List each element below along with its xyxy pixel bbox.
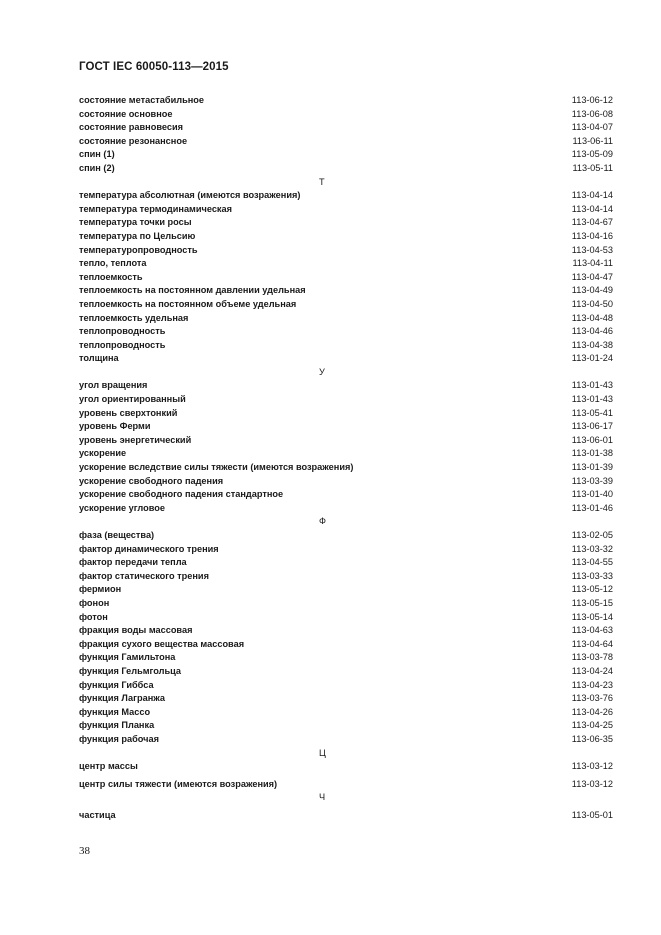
section-letter-row [79,791,613,805]
index-entry [79,461,613,475]
index-entry [79,475,613,489]
index-code: 113-04-25 [571,720,613,731]
index-code: 113-03-32 [571,543,613,554]
index-code: 113-01-46 [571,502,613,513]
index-entry [79,733,613,747]
index-term: теплоемкость на постоянном объеме удельная [79,298,297,309]
index-code: 113-06-01 [571,434,613,445]
index-entry [79,312,613,326]
index-code: 113-03-33 [571,570,613,581]
term-index [79,94,613,822]
index-code: 113-04-67 [571,217,613,228]
index-code: 113-05-14 [571,611,613,622]
index-code: 113-03-39 [571,475,613,486]
index-entry [79,257,613,271]
index-entry [79,529,613,543]
index-code: 113-04-14 [571,203,613,214]
section-letter: Ф [319,516,326,527]
index-code: 113-05-11 [572,162,613,173]
index-code: 113-04-11 [572,258,613,269]
index-entry [79,809,613,823]
index-code: 113-04-16 [571,230,613,241]
index-code: 113-06-11 [572,135,613,146]
index-code: 113-02-05 [571,530,613,540]
index-entry [79,543,613,557]
index-entry [79,189,613,203]
index-entry [79,624,613,638]
index-entry [79,665,613,679]
section-letter-row [79,747,613,761]
index-term: фракция воды массовая [79,625,193,636]
index-term: фермион [79,584,122,595]
index-term: фотон [79,611,108,622]
index-entry [79,393,613,407]
index-entry [79,298,613,312]
index-entry [79,611,613,625]
document-header: ГОСТ IEC 60050-113—2015 [79,61,229,73]
index-entry [79,679,613,693]
index-term: тепло, теплота [79,258,147,269]
index-code: 113-04-38 [571,339,613,350]
index-entry [79,162,613,176]
index-term: температура термодинамическая [79,203,233,214]
index-term: состояние метастабильное [79,95,204,105]
index-term: уровень сверхтонкий [79,407,178,418]
section-letter-row [79,366,613,380]
index-code: 113-01-43 [571,380,613,391]
index-entry [79,583,613,597]
index-term: функция Планка [79,720,155,731]
index-entry [79,570,613,584]
index-entry [79,379,613,393]
index-code: 113-03-12 [571,761,613,772]
index-term: температуропроводность [79,244,198,255]
index-entry [79,271,613,285]
section-letter: Ч [319,792,326,803]
index-entry [79,108,613,122]
index-entry [79,325,613,339]
index-entry [79,420,613,434]
index-term: состояние резонансное [79,135,188,146]
section-letter-row [79,515,613,529]
index-code: 113-04-64 [571,638,613,649]
index-code: 113-04-53 [571,244,613,255]
index-entry [79,352,613,366]
index-code: 113-05-01 [571,809,613,820]
index-term: ускорение свободного падения стандартное [79,489,284,500]
index-term: центр массы [79,761,138,772]
section-letter: Т [319,176,325,187]
index-term: теплоемкость удельная [79,312,189,323]
index-entry [79,638,613,652]
section-letter: Ц [319,747,326,758]
index-entry [79,760,613,774]
index-term: уровень энергетический [79,434,192,445]
index-entry [79,778,613,792]
index-code: 113-04-50 [571,298,613,309]
section-letter: У [319,366,325,377]
index-code: 113-04-46 [571,326,613,337]
index-term: спин (2) [79,162,115,173]
index-entry [79,556,613,570]
index-entry [79,284,613,298]
index-entry [79,135,613,149]
page-number: 38 [79,845,90,857]
section-letter-row [79,176,613,190]
index-entry [79,706,613,720]
index-code: 113-04-63 [571,625,613,636]
index-term: уровень Ферми [79,421,151,432]
index-code: 113-03-12 [571,778,613,789]
index-entry [79,692,613,706]
index-code: 113-05-15 [571,597,613,608]
index-code: 113-04-55 [571,557,613,568]
index-code: 113-03-76 [571,693,613,704]
index-term: центр силы тяжести (имеются возражения) [79,778,278,789]
index-term: фактор статического трения [79,570,209,581]
index-term: угол вращения [79,380,148,391]
index-term: фонон [79,597,110,608]
index-term: функция Массо [79,706,151,717]
index-term: состояние основное [79,108,173,119]
index-entry [79,339,613,353]
index-term: ускорение угловое [79,502,165,513]
index-term: толщина [79,353,119,364]
index-term: функция рабочая [79,733,159,744]
index-code: 113-03-78 [571,652,613,663]
index-term: температура абсолютная (имеются возражения) [79,190,301,201]
index-code: 113-01-43 [571,394,613,405]
index-entry [79,244,613,258]
index-term: фаза (вещества) [79,530,155,540]
index-code: 113-06-17 [571,421,613,432]
index-entry [79,230,613,244]
index-term: спин (1) [79,149,115,160]
index-code: 113-01-38 [571,448,613,459]
index-term: функция Лагранжа [79,693,166,704]
index-term: ускорение свободного падения [79,475,224,486]
index-entry [79,651,613,665]
index-code: 113-05-41 [571,407,613,418]
index-code: 113-04-48 [571,312,613,323]
index-code: 113-04-23 [571,679,613,690]
index-code: 113-01-39 [571,462,613,473]
index-entry [79,121,613,135]
index-entry [79,407,613,421]
index-term: температура по Цельсию [79,230,196,241]
index-term: теплоемкость [79,271,143,282]
index-code: 113-04-07 [571,122,613,133]
index-entry [79,434,613,448]
index-term: функция Гиббса [79,679,154,690]
index-term: фактор динамического трения [79,543,219,554]
index-code: 113-04-24 [571,665,613,676]
index-entry [79,502,613,516]
index-code: 113-05-12 [571,584,613,595]
index-entry [79,488,613,502]
index-term: фактор передачи тепла [79,557,187,568]
index-term: теплоемкость на постоянном давлении удельная [79,285,306,296]
index-term: функция Гельмгольца [79,665,181,676]
index-term: состояние равновесия [79,122,183,133]
index-entry [79,216,613,230]
index-term: фракция сухого вещества массовая [79,638,245,649]
index-term: теплопроводность [79,326,166,337]
index-code: 113-04-49 [571,285,613,296]
index-code: 113-05-09 [571,149,613,160]
index-entry [79,94,613,108]
index-code: 113-06-08 [571,108,613,119]
index-term: температура точки росы [79,217,192,228]
index-entry [79,719,613,733]
index-code: 113-04-26 [571,706,613,717]
index-code: 113-06-12 [571,95,613,105]
index-term: теплопроводность [79,339,166,350]
index-code: 113-04-14 [571,190,613,201]
index-entry [79,447,613,461]
index-entry [79,203,613,217]
index-term: функция Гамильтона [79,652,176,663]
index-entry [79,148,613,162]
index-term: ускорение [79,448,127,459]
index-code: 113-01-40 [571,489,613,500]
index-code: 113-06-35 [571,733,613,744]
index-term: ускорение вследствие силы тяжести (имеются возражения) [79,462,354,473]
index-code: 113-01-24 [571,353,613,364]
index-term: угол ориентированный [79,394,186,405]
index-term: частица [79,809,116,820]
index-code: 113-04-47 [571,271,613,282]
index-entry [79,597,613,611]
